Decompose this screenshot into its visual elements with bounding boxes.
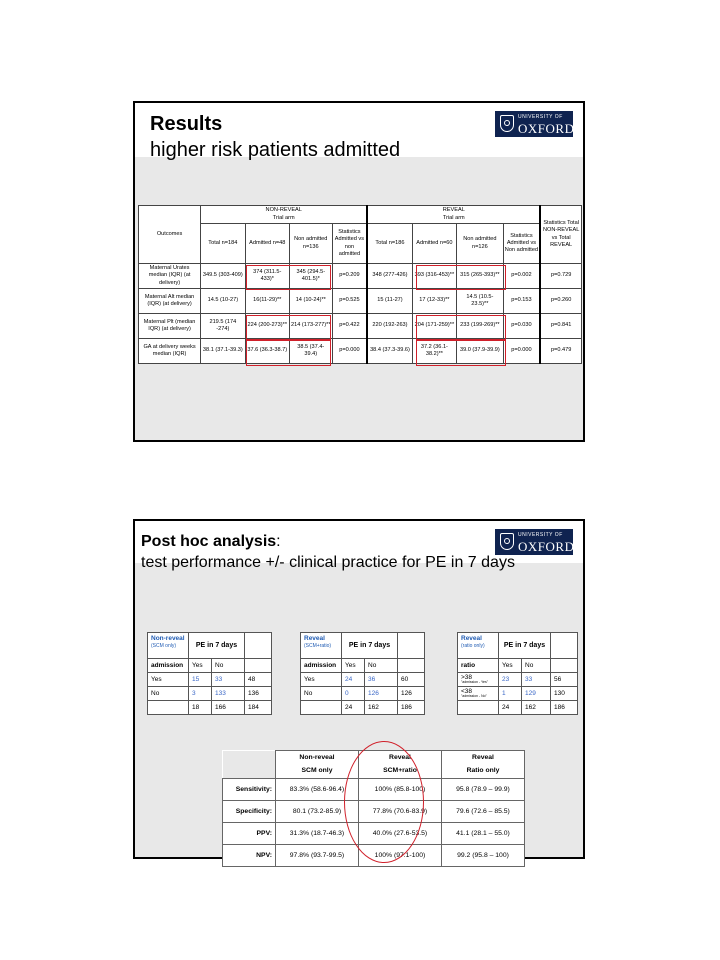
cell: p=0.209	[332, 264, 367, 289]
cell: 15 (11-27)	[367, 289, 412, 314]
row-outcome: GA at delivery weeks median (IQR)	[139, 339, 201, 364]
table-row	[139, 314, 582, 339]
cell: p=0.729	[540, 264, 581, 289]
table-row: Specificity: 80.1 (73.2-85.9) 77.8% (70.6-83.9) 79.6 (72.6 – 85.5)	[223, 801, 525, 823]
reveal-trial-arm: Trial arm	[367, 215, 540, 224]
cell: 38.4 (37.3-39.6)	[367, 339, 412, 364]
cell: 17 (12-33)**	[412, 289, 457, 314]
cell: 38.1 (37.1-39.3)	[201, 339, 245, 364]
col-r-nonadmitted: Non admitted n=126	[457, 224, 503, 264]
logo-line1: UNIVERSITY OF	[518, 114, 563, 120]
col-r-admitted: Admitted n=60	[412, 224, 457, 264]
results-slide	[133, 101, 585, 442]
cell: p=0.153	[503, 289, 540, 314]
col-r-stats: Statistics Admitted vs Non admitted	[503, 224, 540, 264]
col-nr-nonadmitted: Non admitted n=136	[290, 224, 333, 264]
table-row: NPV: 97.8% (93.7-99.5) 100% (97.1-100) 99.2 (95.8 – 100)	[223, 845, 525, 867]
cell: 224 (200-273)**	[245, 314, 290, 339]
slide-title: Post hoc analysis:	[141, 533, 281, 550]
cell: 14.5 (10-27)	[201, 289, 245, 314]
table-row	[139, 264, 582, 289]
nonreveal-trial-arm: Trial arm	[201, 215, 368, 224]
slide-title-bar	[135, 103, 583, 161]
cell: 348 (277-426)	[367, 264, 412, 289]
col-nr-stats: Statistics Admitted vs non admitted	[332, 224, 367, 264]
cell: 16(11-29)**	[245, 289, 290, 314]
row-outcome: Maternal Plt (median IQR) (at delivery)	[139, 314, 201, 339]
table-row: PPV: 31.3% (18.7-46.3) 40.0% (27.6-53.5) 41.1 (28.1 – 55.0)	[223, 823, 525, 845]
cell: p=0.525	[332, 289, 367, 314]
cell: 393 (316-453)**	[412, 264, 457, 289]
cell: 14.5 (10.5-23.5)**	[457, 289, 503, 314]
cell: 37.6 (36.3-38.7)	[245, 339, 290, 364]
results-table	[138, 205, 582, 364]
reveal-header: REVEAL	[367, 206, 540, 215]
cell: 233 (199-269)**	[457, 314, 503, 339]
cell: p=0.841	[540, 314, 581, 339]
cell: 38.5 (37.4-39.4)	[290, 339, 333, 364]
slide-subtitle: test performance +/- clinical practice for PE in 7 days	[141, 554, 515, 571]
slide-title: Results	[150, 113, 223, 135]
cell: 374 (311.5-433)*	[245, 264, 290, 289]
cell: p=0.479	[540, 339, 581, 364]
cell: p=0.002	[503, 264, 540, 289]
row-outcome: Maternal Urates median (IQR) (at delivery)	[139, 264, 201, 289]
oxford-logo	[495, 111, 573, 137]
row-outcome: Maternal Alt median (IQR) (at delivery)	[139, 289, 201, 314]
stats-total-header: Statistics Total NON-REVEAL vs Total REVEAL	[540, 206, 581, 264]
cell: 204 (171-259)**	[412, 314, 457, 339]
logo-line1: UNIVERSITY OF	[518, 532, 563, 538]
table-row	[139, 289, 582, 314]
col-nr-total: Total n=184	[201, 224, 245, 264]
contingency-table-nonreveal: Non-reveal (SCM only) PE in 7 days admission Yes No Yes 15 33 48 No 3 133 136 18 166 184	[147, 632, 272, 715]
post-hoc-slide	[133, 519, 585, 859]
cell: 214 (173-277)**	[290, 314, 333, 339]
contingency-table-reveal-scm-ratio: Reveal (SCM+ratio) PE in 7 days admission Yes No Yes 24 36 60 No 0 126 126 24 162 186	[300, 632, 425, 715]
cell: p=0.422	[332, 314, 367, 339]
cell: p=0.000	[503, 339, 540, 364]
contingency-table-reveal-ratio: Reveal (ratio only) PE in 7 days ratio Yes No >38 "admission - Yes" 23 33 56 <38 "admission - No" 1 129 130 24 162 186	[457, 632, 578, 715]
performance-table: Non-reveal SCM only Reveal SCM+ratio Reveal Ratio only Sensitivity: 83.3% (58.6-96.4) 100% (85.8-100) 95.8 (78.9 – 99.9) Specificity: 80.1 (73.2-85.9) 77.8% (70.6-83.9) 79.6 (72.6 – 85.5) PPV: 31.3% (18.7-46.3) 40.0% (27.6-53.5) 41.1 (28.1 – 55.0) NPV: 97.8% (93.7-99.5) 100% (97.1-100) 99.2 (95.8 – 100)	[222, 750, 525, 867]
crest-icon	[500, 533, 514, 550]
cell: 315 (265-393)**	[457, 264, 503, 289]
logo-line2: OXFORD	[518, 121, 575, 136]
col-r-total: Total n=186	[367, 224, 412, 264]
nonreveal-header: NON-REVEAL	[201, 206, 368, 215]
slide-subtitle: higher risk patients admitted	[150, 139, 401, 161]
cell: 220 (192-263)	[367, 314, 412, 339]
outcomes-header: Outcomes	[139, 206, 201, 264]
cell: 14 (10-24)**	[290, 289, 333, 314]
crest-icon	[500, 115, 514, 132]
cell: 219.5 (174 -274)	[201, 314, 245, 339]
table-row: Sensitivity: 83.3% (58.6-96.4) 100% (85.8-100) 95.8 (78.9 – 99.9)	[223, 779, 525, 801]
cell: 349.5 (303-409)	[201, 264, 245, 289]
cell: 345 (294.5-401.5)*	[290, 264, 333, 289]
col-nr-admitted: Admitted n=48	[245, 224, 290, 264]
logo-line2: OXFORD	[518, 539, 575, 554]
table-row	[139, 339, 582, 364]
cell: p=0.260	[540, 289, 581, 314]
cell: p=0.030	[503, 314, 540, 339]
oxford-logo	[495, 529, 573, 555]
cell: 39.0 (37.9-39.9)	[457, 339, 503, 364]
cell: p=0.000	[332, 339, 367, 364]
cell: 37.2 (36.1-38.2)**	[412, 339, 457, 364]
